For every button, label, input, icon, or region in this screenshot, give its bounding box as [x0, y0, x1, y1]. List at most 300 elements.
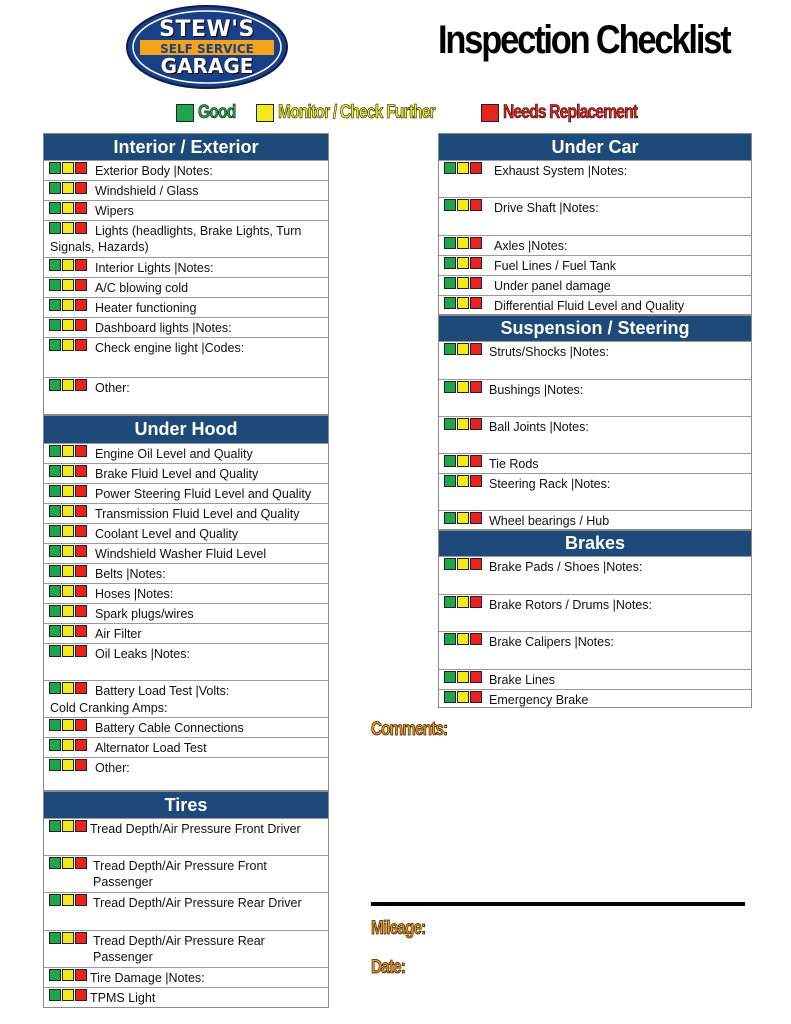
- red-box[interactable]: [470, 297, 482, 309]
- item-label: Alternator Load Test: [95, 741, 207, 755]
- yellow-box[interactable]: [62, 445, 74, 457]
- checklist-row[interactable]: [44, 443, 328, 463]
- red-box[interactable]: [75, 820, 87, 832]
- section-title: Suspension / Steering: [439, 316, 751, 341]
- green-box[interactable]: [444, 199, 456, 211]
- green-box[interactable]: [49, 759, 61, 771]
- checklist-row[interactable]: [44, 717, 328, 737]
- item-label: Tread Depth/Air Pressure Front Passenger: [93, 859, 267, 889]
- section-title: Interior / Exterior: [44, 134, 328, 160]
- checklist-row[interactable]: [44, 297, 328, 317]
- rating-boxes[interactable]: [444, 237, 483, 249]
- green-box[interactable]: [49, 279, 61, 291]
- rating-boxes[interactable]: [444, 475, 483, 487]
- rating-boxes[interactable]: [49, 162, 88, 174]
- item-label: Wheel bearings / Hub: [489, 514, 610, 528]
- item-label: Spark plugs/wires: [95, 607, 194, 621]
- checklist-row[interactable]: [44, 855, 328, 892]
- checklist-row[interactable]: [44, 220, 328, 257]
- rating-boxes[interactable]: [444, 455, 483, 467]
- rating-boxes[interactable]: [444, 199, 483, 211]
- date-field[interactable]: [420, 955, 740, 981]
- yellow-box[interactable]: [62, 339, 74, 351]
- item-label: Battery Cable Connections: [95, 721, 244, 735]
- rating-boxes[interactable]: [444, 381, 483, 393]
- section-tires: [43, 791, 329, 1008]
- green-box[interactable]: [49, 505, 61, 517]
- green-box[interactable]: [49, 162, 61, 174]
- checklist-row[interactable]: [44, 737, 328, 757]
- checklist-row[interactable]: [44, 818, 328, 855]
- red-box[interactable]: [470, 633, 482, 645]
- checklist-row[interactable]: [439, 160, 751, 197]
- item-label: Axles |Notes:: [494, 239, 568, 253]
- green-box[interactable]: [49, 932, 61, 944]
- checklist-row[interactable]: [44, 200, 328, 220]
- rating-boxes[interactable]: [49, 585, 88, 597]
- green-box[interactable]: [49, 719, 61, 731]
- item-label: Coolant Level and Quality: [95, 527, 239, 541]
- green-box[interactable]: [49, 969, 61, 981]
- comments-area[interactable]: [371, 745, 745, 895]
- item-label: Windshield Washer Fluid Level: [95, 547, 267, 561]
- red-box[interactable]: [470, 418, 482, 430]
- red-box[interactable]: [75, 259, 87, 271]
- red-box[interactable]: [75, 525, 87, 537]
- section-title: Under Hood: [44, 416, 328, 443]
- item-label: Brake Rotors / Drums |Notes:: [489, 598, 653, 612]
- red-box[interactable]: [75, 645, 87, 657]
- yellow-box[interactable]: [457, 418, 469, 430]
- red-box[interactable]: [470, 691, 482, 703]
- checklist-row[interactable]: [44, 643, 328, 680]
- yellow-box[interactable]: [62, 739, 74, 751]
- red-box[interactable]: [75, 739, 87, 751]
- yellow-box[interactable]: [62, 932, 74, 944]
- rating-boxes[interactable]: [444, 277, 483, 289]
- red-box[interactable]: [75, 162, 87, 174]
- yellow-box[interactable]: [62, 645, 74, 657]
- section-title: Tires: [44, 792, 328, 818]
- yellow-box[interactable]: [62, 759, 74, 771]
- red-box[interactable]: [75, 759, 87, 771]
- checklist-row[interactable]: [44, 317, 328, 337]
- red-box[interactable]: [470, 455, 482, 467]
- yellow-box[interactable]: [457, 558, 469, 570]
- green-box[interactable]: [444, 558, 456, 570]
- section-title: Brakes: [439, 531, 751, 556]
- item-label: Steering Rack |Notes:: [489, 477, 611, 491]
- red-box[interactable]: [470, 162, 482, 174]
- red-box[interactable]: [470, 512, 482, 524]
- yellow-box[interactable]: [62, 605, 74, 617]
- rating-boxes[interactable]: [49, 625, 88, 637]
- yellow-box[interactable]: [457, 257, 469, 269]
- item-label: Drive Shaft |Notes:: [494, 201, 599, 215]
- red-box[interactable]: [75, 585, 87, 597]
- checklist-row[interactable]: [439, 510, 751, 530]
- checklist-row[interactable]: [44, 337, 328, 377]
- green-box[interactable]: [444, 475, 456, 487]
- item-label: Bushings |Notes:: [489, 383, 584, 397]
- item-label: TPMS Light: [90, 991, 156, 1005]
- red-box[interactable]: [75, 605, 87, 617]
- item-label: Power Steering Fluid Level and Quality: [95, 487, 312, 501]
- checklist-row[interactable]: [439, 197, 751, 235]
- red-box[interactable]: [75, 465, 87, 477]
- yellow-box[interactable]: [62, 202, 74, 214]
- yellow-box[interactable]: [62, 505, 74, 517]
- green-box[interactable]: [49, 565, 61, 577]
- item-label: Exhaust System |Notes:: [494, 164, 628, 178]
- red-box[interactable]: [75, 445, 87, 457]
- item-label: Exterior Body |Notes:: [95, 164, 213, 178]
- red-box[interactable]: [470, 596, 482, 608]
- yellow-box[interactable]: [62, 319, 74, 331]
- yellow-box[interactable]: [62, 969, 74, 981]
- legend-red-swatch: [481, 104, 499, 122]
- green-box[interactable]: [49, 485, 61, 497]
- yellow-box[interactable]: [62, 379, 74, 391]
- green-box[interactable]: [49, 857, 61, 869]
- checklist-row[interactable]: [44, 523, 328, 543]
- green-box[interactable]: [49, 339, 61, 351]
- red-box[interactable]: [75, 545, 87, 557]
- checklist-row[interactable]: [439, 669, 751, 689]
- section-suspension-steering: [438, 315, 752, 530]
- checklist-row[interactable]: [44, 603, 328, 623]
- item-label: Brake Calipers |Notes:: [489, 635, 614, 649]
- item-label: Tire Damage |Notes:: [90, 971, 205, 985]
- checklist-row[interactable]: [44, 483, 328, 503]
- checklist-row[interactable]: [44, 463, 328, 483]
- item-label: Transmission Fluid Level and Quality: [95, 507, 300, 521]
- item-label: Engine Oil Level and Quality: [95, 447, 253, 461]
- item-label: Interior Lights |Notes:: [95, 261, 214, 275]
- logo-line-3: GARAGE: [160, 54, 254, 78]
- green-box[interactable]: [49, 545, 61, 557]
- rating-boxes[interactable]: [49, 525, 88, 537]
- item-label: Air Filter: [95, 627, 142, 641]
- green-box[interactable]: [49, 525, 61, 537]
- item-label: Heater functioning: [95, 301, 197, 315]
- red-box[interactable]: [75, 894, 87, 906]
- green-box[interactable]: [49, 894, 61, 906]
- rating-boxes[interactable]: [49, 682, 88, 694]
- section-title: Under Car: [439, 134, 751, 160]
- red-box[interactable]: [75, 485, 87, 497]
- red-box[interactable]: [470, 257, 482, 269]
- rating-boxes[interactable]: [49, 645, 88, 657]
- red-box[interactable]: [75, 719, 87, 731]
- item-label: Fuel Lines / Fuel Tank: [494, 259, 617, 273]
- checklist-row[interactable]: [439, 453, 751, 473]
- rating-boxes[interactable]: [49, 759, 88, 771]
- yellow-box[interactable]: [62, 279, 74, 291]
- rating-boxes[interactable]: [49, 932, 88, 944]
- mileage-field[interactable]: [440, 916, 740, 942]
- checklist-row[interactable]: [44, 180, 328, 200]
- rating-boxes[interactable]: [444, 512, 483, 524]
- legend-yellow-swatch: [256, 104, 274, 122]
- rating-boxes[interactable]: [444, 671, 483, 683]
- yellow-box[interactable]: [62, 545, 74, 557]
- checklist-row[interactable]: [439, 235, 751, 255]
- red-box[interactable]: [470, 343, 482, 355]
- checklist-row[interactable]: [439, 556, 751, 594]
- green-box[interactable]: [49, 585, 61, 597]
- red-box[interactable]: [75, 932, 87, 944]
- yellow-box[interactable]: [62, 857, 74, 869]
- red-box[interactable]: [75, 379, 87, 391]
- rating-boxes[interactable]: [49, 339, 88, 351]
- rating-boxes[interactable]: [49, 969, 88, 981]
- garage-logo: [126, 5, 288, 89]
- green-box[interactable]: [444, 257, 456, 269]
- rating-boxes[interactable]: [49, 279, 88, 291]
- rating-boxes[interactable]: [444, 257, 483, 269]
- item-label: Belts |Notes:: [95, 567, 166, 581]
- legend-monitor-label: Monitor / Check Further: [277, 102, 435, 123]
- green-box[interactable]: [49, 319, 61, 331]
- rating-boxes[interactable]: [49, 202, 88, 214]
- red-box[interactable]: [75, 625, 87, 637]
- red-box[interactable]: [75, 969, 87, 981]
- checklist-row[interactable]: [44, 583, 328, 603]
- yellow-box[interactable]: [457, 237, 469, 249]
- yellow-box[interactable]: [457, 633, 469, 645]
- red-box[interactable]: [470, 671, 482, 683]
- item-label: Differential Fluid Level and Quality: [494, 299, 685, 313]
- green-box[interactable]: [444, 418, 456, 430]
- yellow-box[interactable]: [62, 585, 74, 597]
- green-box[interactable]: [444, 671, 456, 683]
- green-box[interactable]: [49, 259, 61, 271]
- rating-boxes[interactable]: [444, 418, 483, 430]
- yellow-box[interactable]: [62, 625, 74, 637]
- checklist-row[interactable]: [44, 503, 328, 523]
- green-box[interactable]: [49, 445, 61, 457]
- red-box[interactable]: [75, 682, 87, 694]
- green-box[interactable]: [444, 381, 456, 393]
- green-box[interactable]: [49, 182, 61, 194]
- red-box[interactable]: [75, 505, 87, 517]
- green-box[interactable]: [444, 277, 456, 289]
- divider-line: [371, 902, 745, 906]
- red-box[interactable]: [470, 381, 482, 393]
- rating-boxes[interactable]: [49, 445, 88, 457]
- checklist-row[interactable]: [44, 757, 328, 793]
- green-box[interactable]: [49, 299, 61, 311]
- item-label: Dashboard lights |Notes:: [95, 321, 232, 335]
- yellow-box[interactable]: [457, 297, 469, 309]
- red-box[interactable]: [75, 989, 87, 1001]
- green-box[interactable]: [444, 455, 456, 467]
- green-box[interactable]: [49, 202, 61, 214]
- checklist-row[interactable]: [439, 295, 751, 315]
- item-label: Tread Depth/Air Pressure Front Driver: [90, 822, 301, 836]
- green-box[interactable]: [444, 162, 456, 174]
- green-box[interactable]: [49, 379, 61, 391]
- yellow-box[interactable]: [62, 182, 74, 194]
- rating-boxes[interactable]: [49, 505, 88, 517]
- rating-boxes[interactable]: [49, 299, 88, 311]
- green-box[interactable]: [49, 625, 61, 637]
- rating-boxes[interactable]: [49, 820, 88, 832]
- rating-boxes[interactable]: [444, 162, 483, 174]
- item-label: Wipers: [95, 204, 134, 218]
- checklist-row[interactable]: [44, 277, 328, 297]
- rating-boxes[interactable]: [444, 343, 483, 355]
- yellow-box[interactable]: [457, 596, 469, 608]
- item-label: Under panel damage: [494, 279, 611, 293]
- rating-boxes[interactable]: [49, 719, 88, 731]
- item-label: Brake Fluid Level and Quality: [95, 467, 259, 481]
- rating-boxes[interactable]: [49, 379, 88, 391]
- section-interior-exterior: [43, 133, 329, 415]
- item-label: Other:: [95, 761, 130, 775]
- yellow-box[interactable]: [62, 989, 74, 1001]
- item-label: Oil Leaks |Notes:: [95, 647, 190, 661]
- red-box[interactable]: [470, 237, 482, 249]
- red-box[interactable]: [75, 319, 87, 331]
- item-label: Struts/Shocks |Notes:: [489, 345, 609, 359]
- green-box[interactable]: [49, 605, 61, 617]
- checklist-row[interactable]: [439, 631, 751, 669]
- red-box[interactable]: [75, 182, 87, 194]
- yellow-box[interactable]: [457, 277, 469, 289]
- yellow-box[interactable]: [457, 475, 469, 487]
- yellow-box[interactable]: [62, 485, 74, 497]
- yellow-box[interactable]: [62, 894, 74, 906]
- yellow-box[interactable]: [62, 259, 74, 271]
- yellow-box[interactable]: [457, 455, 469, 467]
- green-box[interactable]: [49, 465, 61, 477]
- green-box[interactable]: [49, 989, 61, 1001]
- green-box[interactable]: [49, 645, 61, 657]
- yellow-box[interactable]: [457, 671, 469, 683]
- yellow-box[interactable]: [457, 691, 469, 703]
- green-box[interactable]: [49, 682, 61, 694]
- yellow-box[interactable]: [62, 820, 74, 832]
- checklist-row[interactable]: [44, 160, 328, 180]
- yellow-box[interactable]: [62, 682, 74, 694]
- red-box[interactable]: [75, 202, 87, 214]
- rating-boxes[interactable]: [49, 465, 88, 477]
- green-box[interactable]: [444, 512, 456, 524]
- green-box[interactable]: [444, 237, 456, 249]
- checklist-row[interactable]: [44, 930, 328, 967]
- item-label: Tread Depth/Air Pressure Rear Driver: [93, 896, 302, 910]
- rating-boxes[interactable]: [49, 565, 88, 577]
- green-box[interactable]: [444, 297, 456, 309]
- checklist-row[interactable]: [439, 341, 751, 379]
- rating-boxes[interactable]: [49, 182, 88, 194]
- rating-boxes[interactable]: [49, 857, 88, 869]
- checklist-row[interactable]: [439, 379, 751, 416]
- checklist-row[interactable]: [44, 563, 328, 583]
- checklist-row[interactable]: [44, 623, 328, 643]
- rating-boxes[interactable]: [444, 558, 483, 570]
- yellow-box[interactable]: [457, 199, 469, 211]
- red-box[interactable]: [75, 299, 87, 311]
- rating-boxes[interactable]: [49, 989, 88, 1001]
- checklist-row[interactable]: [44, 987, 328, 1007]
- checklist-row[interactable]: [439, 473, 751, 510]
- date-label: Date:: [371, 957, 406, 978]
- logo-line-2: SELF SERVICE: [160, 42, 254, 56]
- red-box[interactable]: [470, 475, 482, 487]
- checklist-row[interactable]: [44, 543, 328, 563]
- yellow-box[interactable]: [62, 719, 74, 731]
- rating-boxes[interactable]: [49, 259, 88, 271]
- green-box[interactable]: [444, 633, 456, 645]
- yellow-box[interactable]: [457, 381, 469, 393]
- checklist-row[interactable]: [439, 275, 751, 295]
- green-box[interactable]: [444, 691, 456, 703]
- checklist-row[interactable]: [44, 680, 328, 717]
- red-box[interactable]: [75, 279, 87, 291]
- green-box[interactable]: [49, 820, 61, 832]
- yellow-box[interactable]: [62, 565, 74, 577]
- yellow-box[interactable]: [62, 525, 74, 537]
- red-box[interactable]: [470, 558, 482, 570]
- item-label: Lights (headlights, Brake Lights, Turn Signals, Hazards): [50, 224, 302, 254]
- checklist-row[interactable]: [44, 892, 328, 930]
- rating-boxes[interactable]: [444, 297, 483, 309]
- rating-boxes[interactable]: [444, 691, 483, 703]
- green-box[interactable]: [49, 739, 61, 751]
- red-box[interactable]: [75, 857, 87, 869]
- rating-boxes[interactable]: [444, 596, 483, 608]
- checklist-row[interactable]: [439, 594, 751, 631]
- mileage-label: Mileage:: [371, 918, 426, 939]
- green-box[interactable]: [444, 596, 456, 608]
- item-label: Windshield / Glass: [95, 184, 199, 198]
- checklist-row[interactable]: [439, 416, 751, 453]
- item-label: Brake Lines: [489, 673, 556, 687]
- checklist-row[interactable]: [44, 377, 328, 414]
- section-under-hood: [43, 415, 329, 791]
- yellow-box[interactable]: [457, 512, 469, 524]
- item-label: Ball Joints |Notes:: [489, 420, 589, 434]
- yellow-box[interactable]: [62, 162, 74, 174]
- yellow-box[interactable]: [457, 343, 469, 355]
- rating-boxes[interactable]: [444, 633, 483, 645]
- rating-boxes[interactable]: [49, 485, 88, 497]
- checklist-row[interactable]: [44, 967, 328, 987]
- red-box[interactable]: [470, 199, 482, 211]
- rating-boxes[interactable]: [49, 894, 88, 906]
- rating-boxes[interactable]: [49, 319, 88, 331]
- checklist-row[interactable]: [439, 689, 751, 709]
- rating-boxes[interactable]: [49, 545, 88, 557]
- yellow-box[interactable]: [62, 465, 74, 477]
- yellow-box[interactable]: [62, 299, 74, 311]
- red-box[interactable]: [75, 339, 87, 351]
- checklist-row[interactable]: [439, 255, 751, 275]
- yellow-box[interactable]: [457, 162, 469, 174]
- green-box[interactable]: [444, 343, 456, 355]
- red-box[interactable]: [75, 565, 87, 577]
- legend-green-swatch: [176, 104, 194, 122]
- legend-replace-label: Needs Replacement: [502, 102, 638, 123]
- red-box[interactable]: [470, 277, 482, 289]
- rating-boxes[interactable]: [49, 739, 88, 751]
- rating-boxes[interactable]: [49, 605, 88, 617]
- checklist-row[interactable]: [44, 257, 328, 277]
- item-label: Tread Depth/Air Pressure Rear Passenger: [93, 934, 265, 964]
